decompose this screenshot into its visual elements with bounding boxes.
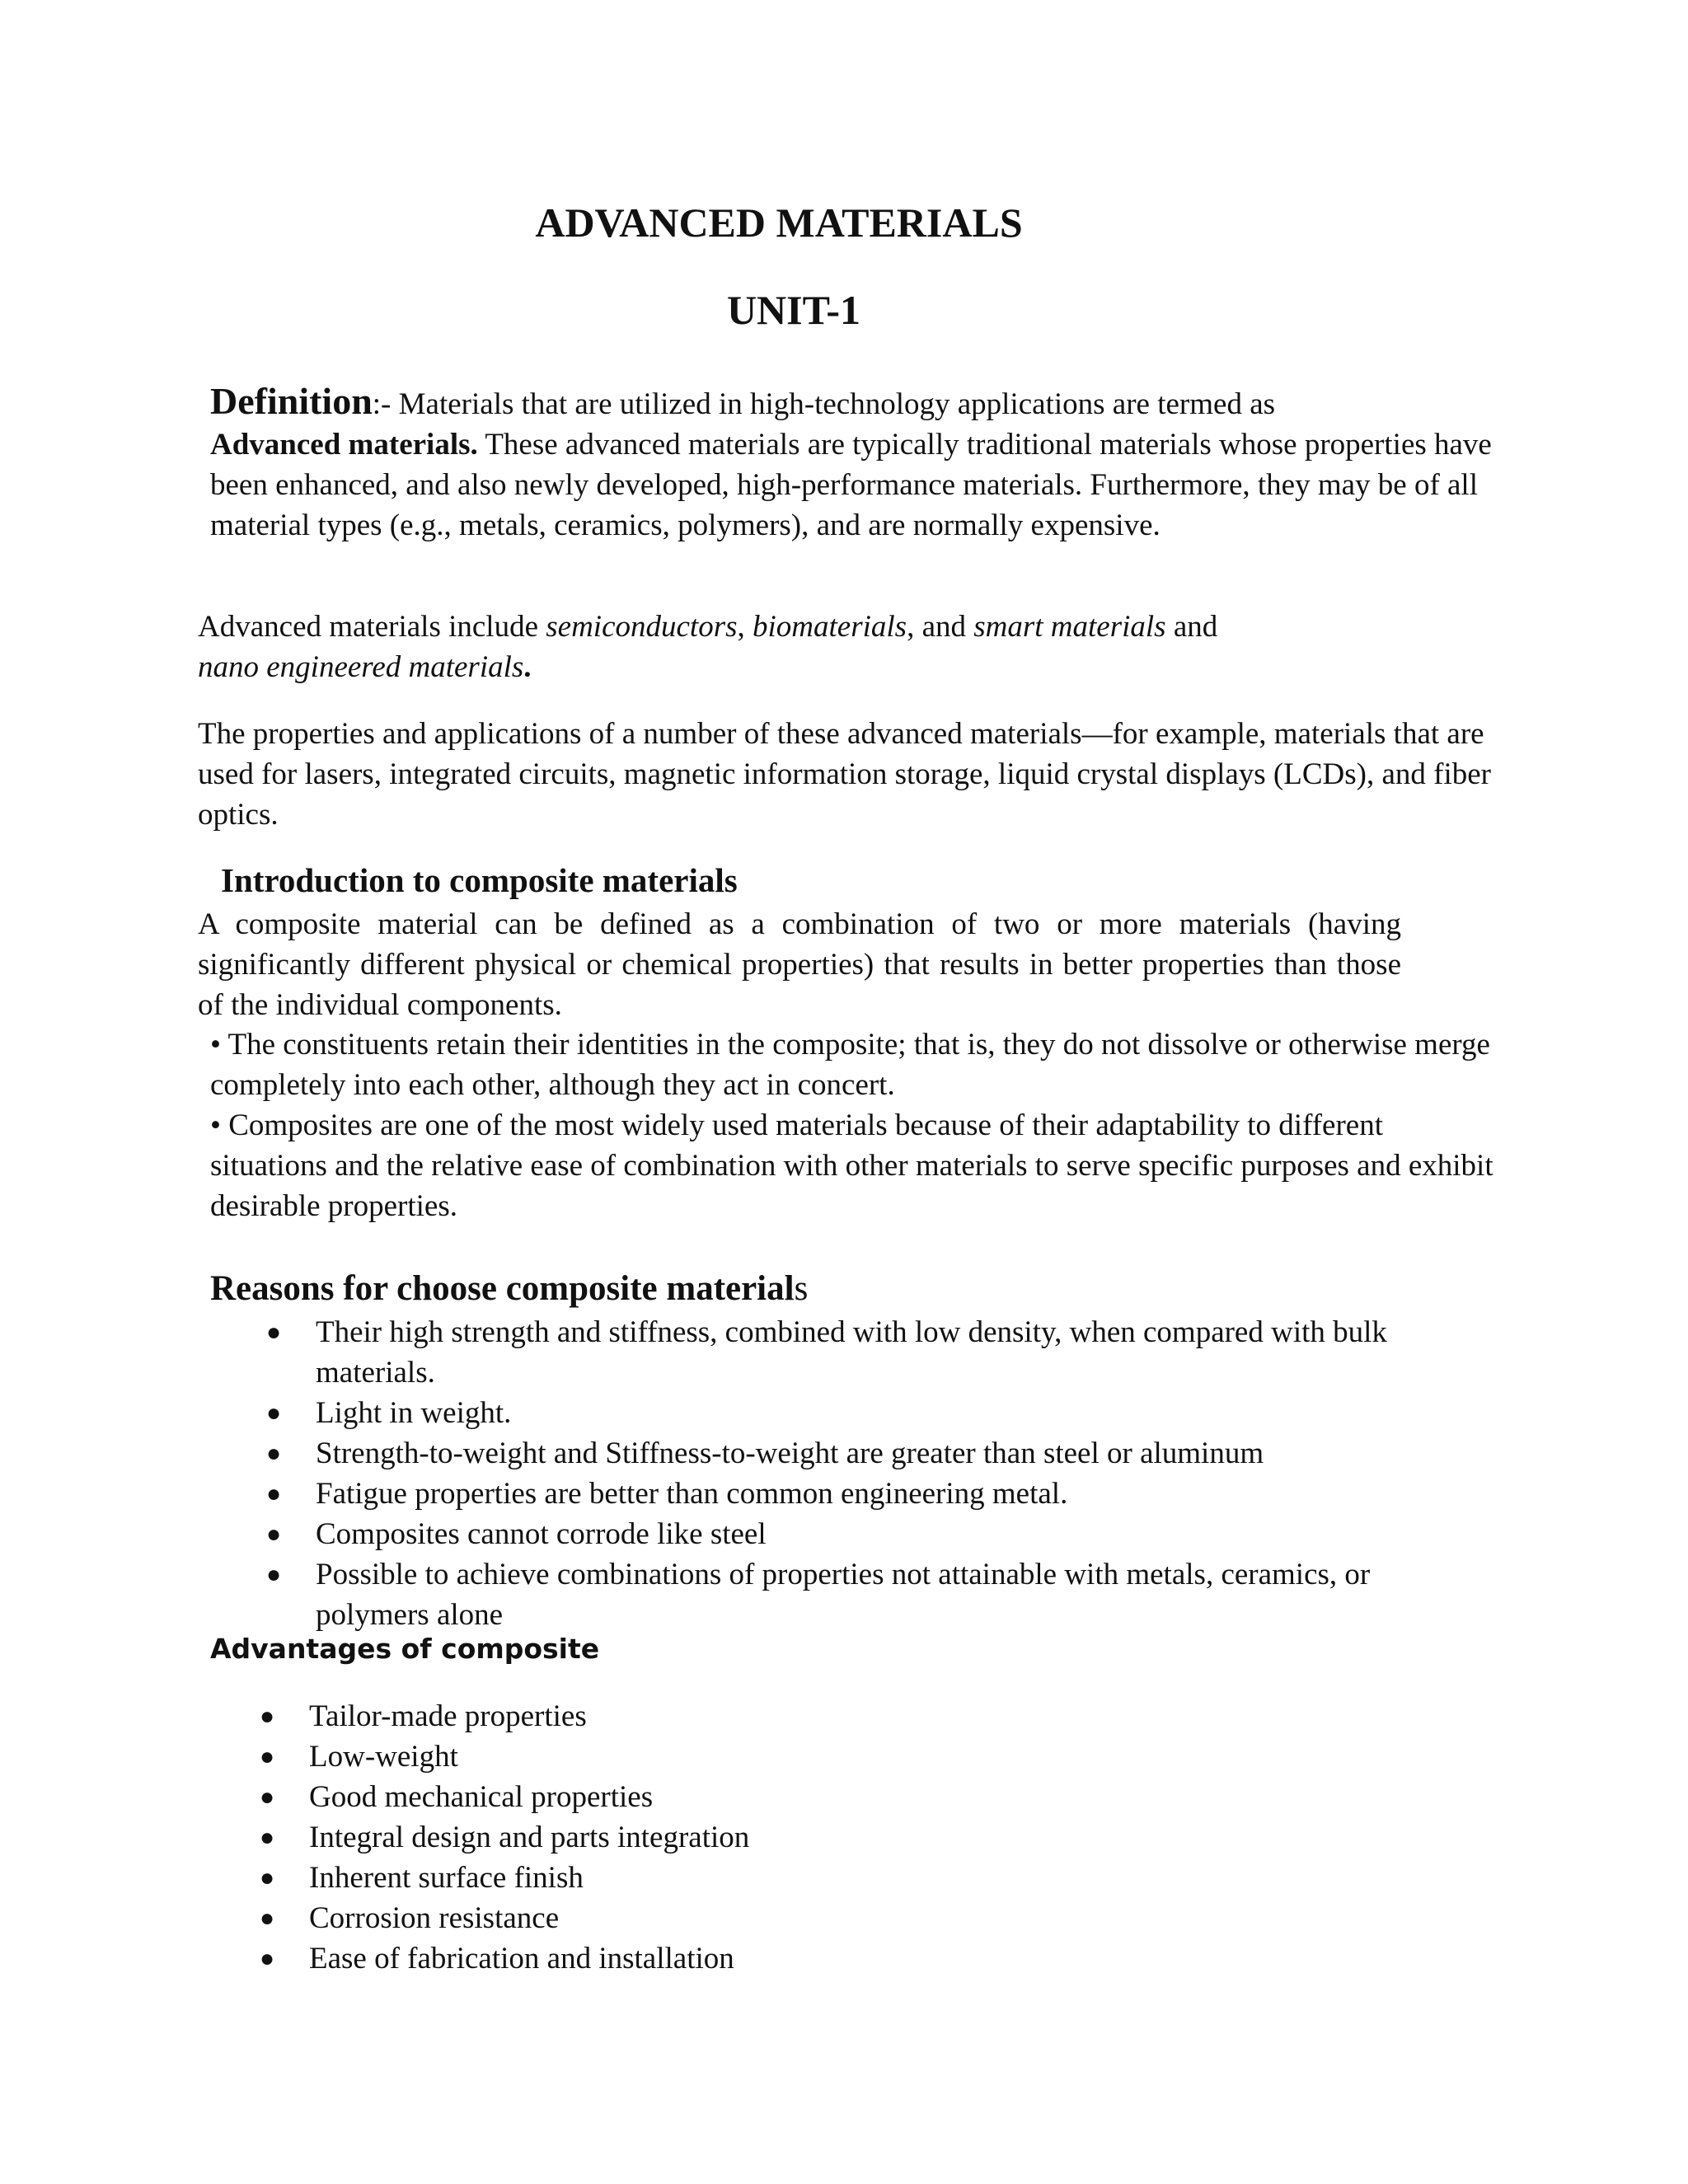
advantage-text: Integral design and parts integration — [309, 1821, 750, 1854]
definition-label: Definition — [210, 380, 373, 422]
list-item — [260, 1736, 1298, 1777]
bullet-dot-icon: ● — [266, 1440, 282, 1467]
bullet-dot-icon: ● — [260, 1824, 275, 1851]
list-item — [266, 1433, 1486, 1474]
list-item — [260, 1817, 1298, 1858]
advantage-text: Inherent surface finish — [309, 1861, 584, 1895]
intro-bullet-2: • Composites are one of the most widely used materials because of their adaptability to different situations and the relative ease of combination with other materials to serve specific purposes and exhibit desirable properties. — [210, 1108, 1493, 1223]
bullet-dot-icon: ● — [266, 1480, 282, 1507]
reason-text: Light in weight. — [316, 1396, 512, 1430]
bullet-dot-icon: ● — [260, 1703, 275, 1730]
reason-text: Strength-to-weight and Stiffness-to-weight are greater than steel or aluminum — [316, 1436, 1264, 1470]
bullet-dot-icon: ● — [260, 1905, 275, 1932]
bullet-dot-icon: ● — [266, 1561, 282, 1588]
definition-bold-term: Advanced materials. — [210, 428, 478, 462]
adv-text-2: , — [737, 610, 753, 644]
bullet-dot-icon: ● — [260, 1743, 275, 1770]
list-item — [260, 1696, 1298, 1736]
reasons-heading-tail: s — [794, 1269, 809, 1308]
advantage-text: Ease of fabrication and installation — [309, 1942, 734, 1975]
adv-text-4: and — [1165, 610, 1218, 644]
advantage-text: Good mechanical properties — [309, 1780, 654, 1814]
list-item — [260, 1938, 1298, 1979]
reason-text: Possible to achieve combinations of properties not attainable with metals, ceramics, or polymers alone — [316, 1558, 1371, 1632]
adv-text-5: . — [523, 650, 532, 684]
definition-separator: :- — [372, 387, 399, 421]
intro-bullet-1: • The constituents retain their identities in the composite; that is, they do not dissolve or otherwise merge completely into each other, although they act in concert. — [210, 1028, 1490, 1102]
bullet-dot-icon: ● — [260, 1783, 275, 1811]
reasons-heading-main: Reasons for choose composite material — [210, 1269, 795, 1308]
document-title: ADVANCED MATERIALS — [535, 199, 1023, 246]
intro-heading: Introduction to composite materials — [221, 861, 738, 899]
definition-paragraph — [210, 381, 1496, 546]
adv-term-smart-materials: smart materials — [973, 610, 1166, 644]
advantages-heading: Advantages of composite — [210, 1633, 600, 1665]
advantage-text: Tailor-made properties — [309, 1699, 587, 1733]
advantages-list — [260, 1696, 1298, 1979]
reason-text: Composites cannot corrode like steel — [316, 1517, 767, 1551]
reason-text: Their high strength and stiffness, combined with low density, when compared with bulk materials. — [316, 1315, 1387, 1390]
advanced-materials-paragraph — [198, 607, 1517, 687]
reasons-list — [266, 1312, 1486, 1635]
list-item — [260, 1898, 1298, 1938]
list-item — [266, 1554, 1486, 1635]
adv-text-1: Advanced materials include — [198, 610, 546, 644]
bullet-dot-icon: ● — [260, 1864, 275, 1891]
definition-text-2: These advanced materials are typically traditional materials whose properties have been enhanced, and also newly developed, high-performance materials. Furthermore, they may be of all material types (e.g., metals, ceramics, polymers), and are normally expensive. — [210, 428, 1492, 542]
bullet-dot-icon: ● — [266, 1319, 282, 1346]
adv-term-biomaterials: biomaterials — [753, 610, 907, 644]
list-item — [260, 1777, 1298, 1817]
bullet-dot-icon: ● — [260, 1945, 275, 1972]
reason-text: Fatigue properties are better than common engineering metal. — [316, 1477, 1068, 1511]
intro-paragraph: A composite material can be defined as a combination of two or more materials (having significantly different physical or chemical properties) that results in better properties than those of the individual components. — [198, 907, 1401, 1022]
properties-paragraph: The properties and applications of a number of these advanced materials—for example, materials that are used for lasers, integrated circuits, magnetic information storage, liquid crystal displays (LCDs), and fiber optics. — [198, 717, 1491, 832]
advantage-text: Low-weight — [309, 1740, 458, 1774]
list-item — [266, 1474, 1486, 1514]
reasons-heading — [210, 1268, 808, 1310]
list-item — [266, 1514, 1486, 1554]
advantage-text: Corrosion resistance — [309, 1901, 560, 1935]
adv-term-semiconductors: semiconductors — [546, 610, 738, 644]
list-item — [260, 1858, 1298, 1898]
adv-term-nano: nano engineered materials — [198, 650, 524, 684]
bullet-dot-icon: ● — [266, 1399, 282, 1427]
unit-heading: UNIT-1 — [726, 287, 861, 333]
adv-text-3: , and — [907, 610, 974, 644]
bullet-dot-icon: ● — [266, 1521, 282, 1548]
definition-text-1: Materials that are utilized in high-technology applications are termed as — [398, 387, 1276, 421]
list-item — [266, 1312, 1486, 1393]
list-item — [266, 1393, 1486, 1433]
